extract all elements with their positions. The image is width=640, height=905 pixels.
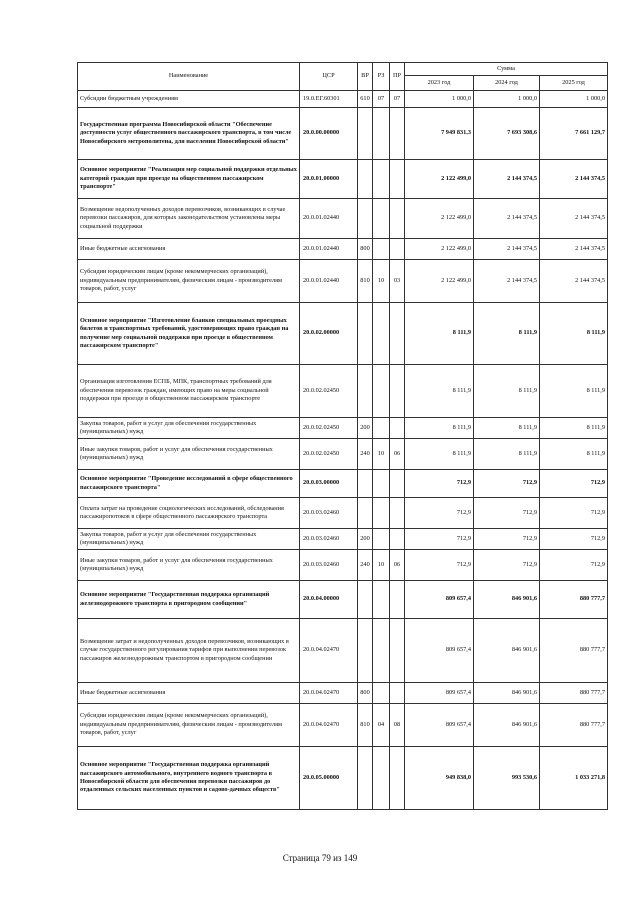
- row-vr: [358, 303, 373, 365]
- header-name: Наименование: [78, 63, 300, 91]
- page-number: Страница 79 из 149: [282, 853, 358, 863]
- row-2024: 7 693 308,6: [474, 108, 540, 160]
- row-name: Иные бюджетные ассигнования: [78, 239, 300, 260]
- table-row: [78, 747, 608, 810]
- table-row: [78, 550, 608, 581]
- row-rz: 04: [373, 704, 390, 747]
- row-csr: 20.0.01.02440: [300, 239, 358, 260]
- row-rz: [373, 581, 390, 619]
- row-2025: 2 144 374,5: [540, 239, 608, 260]
- row-2025: 8 111,9: [540, 303, 608, 365]
- row-vr: 200: [358, 418, 373, 439]
- row-name: Иные закупки товаров, работ и услуг для обеспечения государственных (муниципальных) нужд: [78, 439, 300, 470]
- row-pr: [390, 303, 405, 365]
- table-row: [78, 470, 608, 498]
- header-rz: РЗ: [373, 63, 390, 91]
- row-name: Основное мероприятие "Реализация мер социальной поддержки отдельных категорий граждан при проезде на общественном пассажирском транспорте": [78, 160, 300, 199]
- row-name: Субсидии бюджетным учреждениям: [78, 91, 300, 108]
- table-row: [78, 91, 608, 108]
- row-rz: 10: [373, 260, 390, 303]
- row-csr: 20.0.04.02470: [300, 704, 358, 747]
- row-vr: [358, 108, 373, 160]
- header-2024: 2024 год: [474, 76, 540, 91]
- row-pr: [390, 199, 405, 239]
- row-pr: [390, 239, 405, 260]
- row-pr: [390, 747, 405, 810]
- row-2025: 1 000,0: [540, 91, 608, 108]
- row-pr: [390, 160, 405, 199]
- row-2025: 880 777,7: [540, 619, 608, 683]
- row-name: Основное мероприятие "Изготовление бланков специальных проездных билетов и транспортных требований, удостоверяющих право граждан на получение мер социальной поддержки при проезде в общественном пассажирском транспорте": [78, 303, 300, 365]
- row-2023: 8 111,9: [405, 303, 474, 365]
- row-2025: 712,9: [540, 470, 608, 498]
- row-pr: 06: [390, 550, 405, 581]
- row-csr: 20.0.02.00000: [300, 303, 358, 365]
- row-2023: 809 657,4: [405, 581, 474, 619]
- table-row: [78, 619, 608, 683]
- header-pr: ПР: [390, 63, 405, 91]
- row-2023: 809 657,4: [405, 704, 474, 747]
- table-row: [78, 239, 608, 260]
- row-rz: [373, 365, 390, 418]
- row-2025: 8 111,9: [540, 418, 608, 439]
- row-csr: 19.0.ЕГ.60301: [300, 91, 358, 108]
- row-csr: 20.0.00.00000: [300, 108, 358, 160]
- row-rz: 10: [373, 439, 390, 470]
- row-csr: 20.0.04.02470: [300, 619, 358, 683]
- row-name: Возмещение затрат и недополученных доходов перевозчиков, возникающих в случае государственного регулирования тарифов при выполнении перевозок пассажиров железнодорожным транспортом в пригородном сообщении: [78, 619, 300, 683]
- row-2024: 712,9: [474, 550, 540, 581]
- row-pr: [390, 498, 405, 529]
- row-csr: 20.0.02.02450: [300, 439, 358, 470]
- row-pr: 03: [390, 260, 405, 303]
- row-pr: [390, 418, 405, 439]
- row-name: Организация изготовления ЕСПБ, МПК, транспортных требований для обеспечения перевозок граждан, имеющих право на меры социальной поддержки при проезде в общественном пассажирском транспорте: [78, 365, 300, 418]
- row-pr: 07: [390, 91, 405, 108]
- row-2024: 712,9: [474, 470, 540, 498]
- row-csr: 20.0.04.00000: [300, 581, 358, 619]
- row-vr: 610: [358, 91, 373, 108]
- row-vr: 200: [358, 529, 373, 550]
- row-rz: [373, 199, 390, 239]
- row-pr: [390, 108, 405, 160]
- row-rz: [373, 108, 390, 160]
- row-2023: 1 000,0: [405, 91, 474, 108]
- row-rz: [373, 303, 390, 365]
- row-vr: [358, 365, 373, 418]
- row-csr: 20.0.03.00000: [300, 470, 358, 498]
- row-name: Возмещение недополученных доходов перевозчиков, возникающих в случае перевозки пассажиров, для которых законодательством установлены меры социальной поддержки: [78, 199, 300, 239]
- row-name: Государственная программа Новосибирской области "Обеспечение доступности услуг общественного пассажирского транспорта, в том числе Новосибирского метрополитена, для населения Новосибирской области": [78, 108, 300, 160]
- row-2023: 8 111,9: [405, 439, 474, 470]
- row-pr: [390, 470, 405, 498]
- row-name: Основное мероприятие "Государственная поддержка организаций пассажирского автомобильного, внутреннего водного транспорта в Новосибирской области для обеспечения перевозки пассажиров до отдаленных сельских населенных пунктов и садово-дачных обществ": [78, 747, 300, 810]
- row-2023: 2 122 499,0: [405, 239, 474, 260]
- row-2024: 8 111,9: [474, 418, 540, 439]
- table-row: [78, 581, 608, 619]
- row-2025: 880 777,7: [540, 683, 608, 704]
- table-row: [78, 365, 608, 418]
- table-row: [78, 529, 608, 550]
- table-row: [78, 418, 608, 439]
- header-2025: 2025 год: [540, 76, 608, 91]
- row-name: Закупка товаров, работ и услуг для обеспечения государственных (муниципальных) нужд: [78, 418, 300, 439]
- row-2024: 2 144 374,5: [474, 239, 540, 260]
- row-rz: [373, 747, 390, 810]
- row-vr: [358, 470, 373, 498]
- row-vr: 810: [358, 260, 373, 303]
- table-row: [78, 199, 608, 239]
- table-row: [78, 303, 608, 365]
- row-2024: 846 901,6: [474, 683, 540, 704]
- row-2025: 1 033 271,8: [540, 747, 608, 810]
- header-vr: ВР: [358, 63, 373, 91]
- row-name: Иные бюджетные ассигнования: [78, 683, 300, 704]
- row-vr: [358, 498, 373, 529]
- row-2025: 2 144 374,5: [540, 160, 608, 199]
- row-vr: 810: [358, 704, 373, 747]
- row-pr: 06: [390, 439, 405, 470]
- row-vr: [358, 581, 373, 619]
- row-name: Субсидии юридическим лицам (кроме некоммерческих организаций), индивидуальным предпринимателям, физическим лицам - производителям товаров, работ, услуг: [78, 260, 300, 303]
- row-2024: 1 000,0: [474, 91, 540, 108]
- row-pr: [390, 683, 405, 704]
- row-2023: 712,9: [405, 470, 474, 498]
- row-csr: 20.0.03.02460: [300, 550, 358, 581]
- row-vr: [358, 619, 373, 683]
- row-name: Иные закупки товаров, работ и услуг для обеспечения государственных (муниципальных) нужд: [78, 550, 300, 581]
- row-pr: [390, 581, 405, 619]
- table-row: [78, 108, 608, 160]
- row-vr: 800: [358, 239, 373, 260]
- row-rz: [373, 529, 390, 550]
- row-csr: 20.0.01.02440: [300, 199, 358, 239]
- row-rz: [373, 239, 390, 260]
- row-2024: 993 530,6: [474, 747, 540, 810]
- row-pr: [390, 619, 405, 683]
- row-vr: 240: [358, 439, 373, 470]
- row-csr: 20.0.04.02470: [300, 683, 358, 704]
- row-rz: [373, 498, 390, 529]
- row-2025: 712,9: [540, 498, 608, 529]
- header-csr: ЦСР: [300, 63, 358, 91]
- row-2023: 2 122 499,0: [405, 260, 474, 303]
- row-rz: 10: [373, 550, 390, 581]
- row-2023: 809 657,4: [405, 619, 474, 683]
- row-csr: 20.0.05.00000: [300, 747, 358, 810]
- row-2023: 8 111,9: [405, 365, 474, 418]
- row-rz: [373, 619, 390, 683]
- row-rz: [373, 418, 390, 439]
- header-2023: 2023 год: [405, 76, 474, 91]
- header-sum: Сумма: [405, 63, 608, 76]
- row-2024: 2 144 374,5: [474, 160, 540, 199]
- row-name: Субсидии юридическим лицам (кроме некоммерческих организаций), индивидуальным предпринимателям, физическим лицам - производителям товаров, работ, услуг: [78, 704, 300, 747]
- row-2025: 712,9: [540, 550, 608, 581]
- row-2024: 712,9: [474, 529, 540, 550]
- row-2024: 2 144 374,5: [474, 260, 540, 303]
- row-2024: 8 111,9: [474, 365, 540, 418]
- row-2025: 712,9: [540, 529, 608, 550]
- row-vr: [358, 160, 373, 199]
- row-name: Закупка товаров, работ и услуг для обеспечения государственных (муниципальных) нужд: [78, 529, 300, 550]
- row-2023: 712,9: [405, 529, 474, 550]
- row-vr: 800: [358, 683, 373, 704]
- row-2025: 2 144 374,5: [540, 260, 608, 303]
- row-rz: [373, 470, 390, 498]
- row-2025: 2 144 374,5: [540, 199, 608, 239]
- row-pr: [390, 365, 405, 418]
- row-csr: 20.0.01.00000: [300, 160, 358, 199]
- row-2024: 846 901,6: [474, 619, 540, 683]
- row-2023: 2 122 499,0: [405, 199, 474, 239]
- table-row: [78, 498, 608, 529]
- row-2025: 880 777,7: [540, 581, 608, 619]
- row-2025: 7 661 129,7: [540, 108, 608, 160]
- row-2024: 2 144 374,5: [474, 199, 540, 239]
- row-2023: 8 111,9: [405, 418, 474, 439]
- row-rz: [373, 683, 390, 704]
- row-pr: 08: [390, 704, 405, 747]
- row-2024: 8 111,9: [474, 303, 540, 365]
- row-rz: [373, 160, 390, 199]
- row-2024: 846 901,6: [474, 581, 540, 619]
- row-2023: 7 949 831,3: [405, 108, 474, 160]
- row-csr: 20.0.03.02460: [300, 498, 358, 529]
- row-rz: 07: [373, 91, 390, 108]
- row-vr: 240: [358, 550, 373, 581]
- table-row: [78, 260, 608, 303]
- table-row: [78, 683, 608, 704]
- row-csr: 20.0.01.02440: [300, 260, 358, 303]
- row-2023: 2 122 499,0: [405, 160, 474, 199]
- row-2024: 712,9: [474, 498, 540, 529]
- row-2023: 949 838,0: [405, 747, 474, 810]
- table-row: [78, 439, 608, 470]
- table-row: [78, 160, 608, 199]
- row-pr: [390, 529, 405, 550]
- row-2023: 809 657,4: [405, 683, 474, 704]
- row-2024: 8 111,9: [474, 439, 540, 470]
- row-csr: 20.0.03.02460: [300, 529, 358, 550]
- table-row: [78, 704, 608, 747]
- row-vr: [358, 199, 373, 239]
- row-2025: 880 777,7: [540, 704, 608, 747]
- row-2023: 712,9: [405, 498, 474, 529]
- row-name: Основное мероприятие "Проведение исследований в сфере общественного пассажирского транспорта": [78, 470, 300, 498]
- row-csr: 20.0.02.02450: [300, 418, 358, 439]
- row-2023: 712,9: [405, 550, 474, 581]
- row-2024: 846 901,6: [474, 704, 540, 747]
- row-2025: 8 111,9: [540, 439, 608, 470]
- row-csr: 20.0.02.02450: [300, 365, 358, 418]
- row-name: Основное мероприятие "Государственная поддержка организаций железнодорожного транспорта в пригородном сообщении": [78, 581, 300, 619]
- row-name: Оплата затрат на проведение социологических исследований, обследования пассажиропотоков в сфере общественного пассажирского транспорта: [78, 498, 300, 529]
- budget-table: [77, 62, 608, 810]
- row-vr: [358, 747, 373, 810]
- row-2025: 8 111,9: [540, 365, 608, 418]
